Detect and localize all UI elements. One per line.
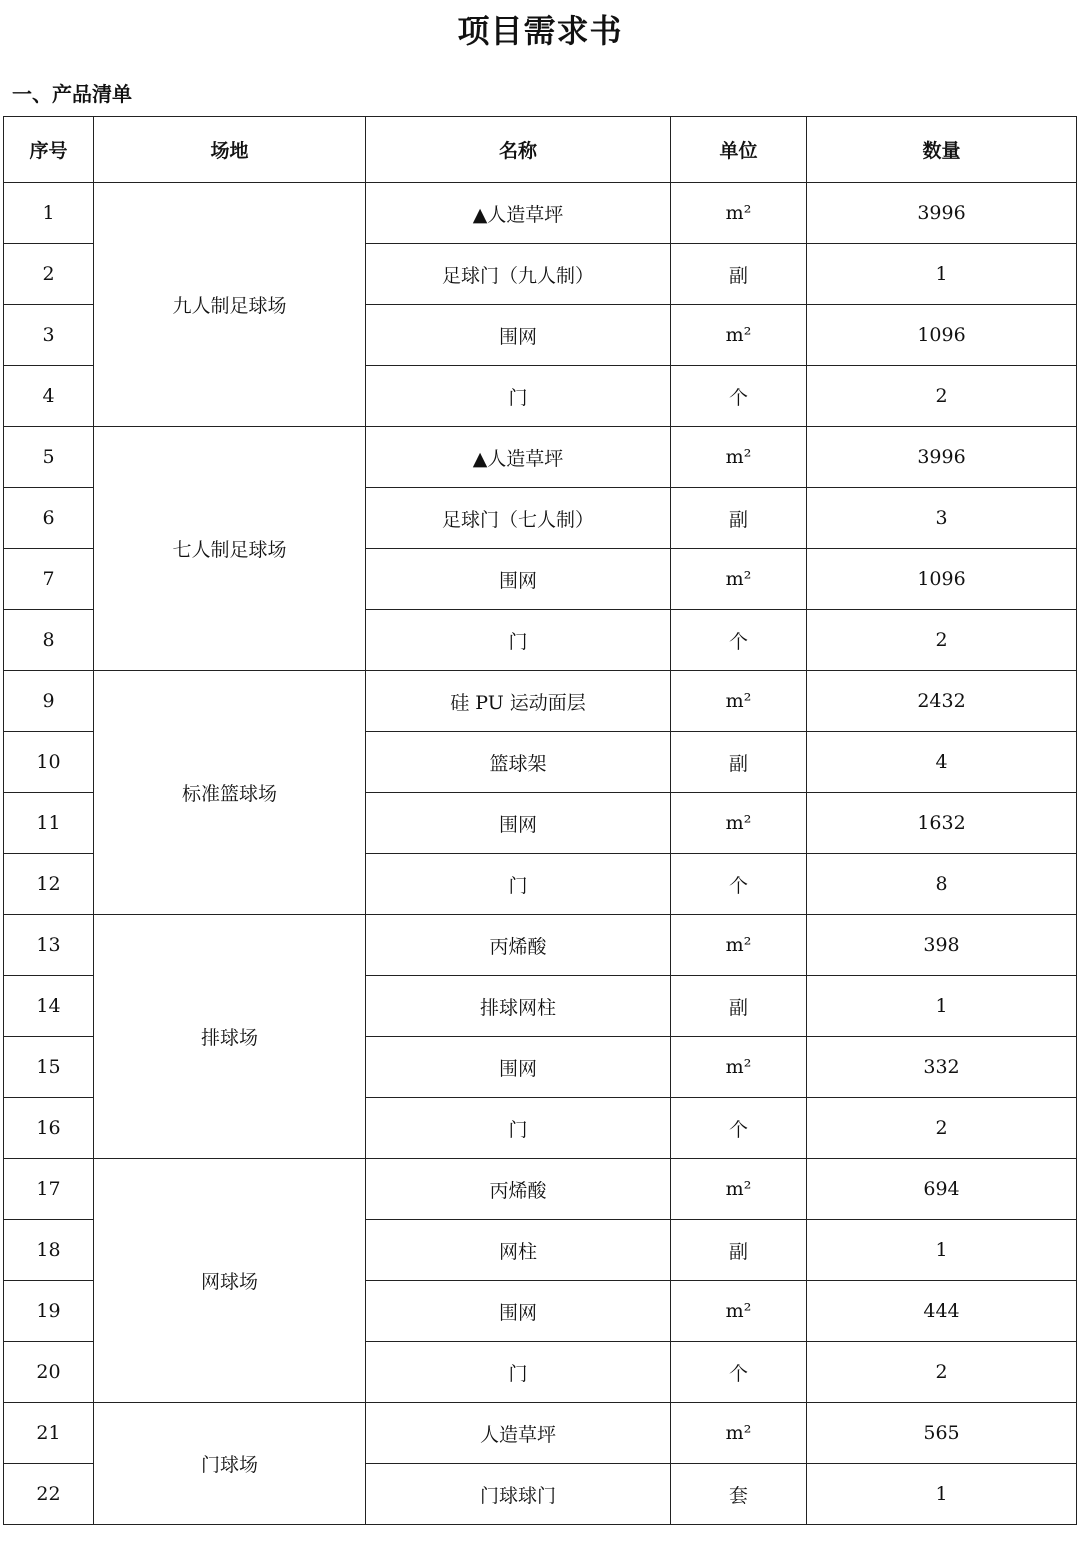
col-header-venue: 场地 [94,117,366,183]
col-header-unit: 单位 [671,117,807,183]
cell-unit: m² [671,915,807,976]
cell-unit: m² [671,1281,807,1342]
cell-no: 19 [4,1281,94,1342]
cell-venue: 门球场 [94,1403,366,1525]
cell-name: 篮球架 [366,732,671,793]
cell-no: 15 [4,1037,94,1098]
col-header-no: 序号 [4,117,94,183]
cell-name: 门球球门 [366,1464,671,1525]
cell-name: 门 [366,1098,671,1159]
cell-name: 足球门（七人制） [366,488,671,549]
cell-qty: 444 [807,1281,1077,1342]
cell-unit: m² [671,549,807,610]
table-row [4,671,1077,732]
table-row [4,183,1077,244]
cell-qty: 1096 [807,549,1077,610]
cell-name: 排球网柱 [366,976,671,1037]
cell-qty: 1096 [807,305,1077,366]
cell-qty: 565 [807,1403,1077,1464]
cell-no: 6 [4,488,94,549]
cell-name: 围网 [366,305,671,366]
cell-qty: 1632 [807,793,1077,854]
cell-qty: 8 [807,854,1077,915]
cell-name: ▲人造草坪 [366,183,671,244]
cell-name: 硅 PU 运动面层 [366,671,671,732]
cell-name: 门 [366,854,671,915]
cell-qty: 1 [807,976,1077,1037]
cell-unit: 副 [671,488,807,549]
table-row [4,915,1077,976]
cell-qty: 2 [807,610,1077,671]
cell-no: 2 [4,244,94,305]
cell-venue: 网球场 [94,1159,366,1403]
cell-qty: 2 [807,1342,1077,1403]
cell-name: ▲人造草坪 [366,427,671,488]
cell-unit: m² [671,793,807,854]
cell-qty: 4 [807,732,1077,793]
cell-unit: 个 [671,1098,807,1159]
cell-name: 网柱 [366,1220,671,1281]
cell-unit: 个 [671,854,807,915]
cell-name: 门 [366,1342,671,1403]
cell-qty: 1 [807,244,1077,305]
cell-unit: 个 [671,1342,807,1403]
cell-qty: 694 [807,1159,1077,1220]
cell-qty: 3 [807,488,1077,549]
cell-qty: 398 [807,915,1077,976]
cell-no: 8 [4,610,94,671]
cell-name: 门 [366,610,671,671]
cell-unit: m² [671,1159,807,1220]
cell-unit: m² [671,305,807,366]
cell-no: 14 [4,976,94,1037]
cell-no: 9 [4,671,94,732]
cell-no: 10 [4,732,94,793]
cell-no: 12 [4,854,94,915]
cell-qty: 1 [807,1464,1077,1525]
cell-unit: 副 [671,976,807,1037]
cell-name: 人造草坪 [366,1403,671,1464]
cell-no: 11 [4,793,94,854]
product-table [3,116,1077,1525]
table-body [4,183,1077,1525]
cell-unit: 副 [671,1220,807,1281]
cell-unit: m² [671,183,807,244]
cell-unit: 套 [671,1464,807,1525]
table-row [4,1403,1077,1464]
col-header-name: 名称 [366,117,671,183]
cell-name: 围网 [366,549,671,610]
cell-venue: 九人制足球场 [94,183,366,427]
cell-qty: 2 [807,366,1077,427]
cell-unit: m² [671,427,807,488]
cell-unit: m² [671,1037,807,1098]
table-row [4,1159,1077,1220]
cell-unit: m² [671,1403,807,1464]
cell-no: 13 [4,915,94,976]
cell-unit: 副 [671,732,807,793]
document-title: 项目需求书 [457,12,623,50]
cell-name: 围网 [366,1037,671,1098]
cell-unit: m² [671,671,807,732]
table-row [4,427,1077,488]
cell-no: 17 [4,1159,94,1220]
cell-no: 22 [4,1464,94,1525]
cell-name: 围网 [366,793,671,854]
section-heading: 一、产品清单 [12,82,132,106]
cell-no: 16 [4,1098,94,1159]
cell-no: 1 [4,183,94,244]
cell-no: 3 [4,305,94,366]
cell-venue: 七人制足球场 [94,427,366,671]
cell-name: 围网 [366,1281,671,1342]
cell-qty: 3996 [807,183,1077,244]
cell-no: 7 [4,549,94,610]
cell-no: 20 [4,1342,94,1403]
cell-qty: 332 [807,1037,1077,1098]
header-row [4,117,1077,183]
col-header-qty: 数量 [807,117,1077,183]
cell-name: 足球门（九人制） [366,244,671,305]
cell-no: 21 [4,1403,94,1464]
cell-no: 5 [4,427,94,488]
table-header [4,117,1077,183]
cell-qty: 3996 [807,427,1077,488]
cell-no: 18 [4,1220,94,1281]
cell-no: 4 [4,366,94,427]
cell-venue: 排球场 [94,915,366,1159]
cell-venue: 标准篮球场 [94,671,366,915]
cell-unit: 个 [671,610,807,671]
cell-qty: 2432 [807,671,1077,732]
cell-unit: 个 [671,366,807,427]
cell-unit: 副 [671,244,807,305]
cell-name: 丙烯酸 [366,915,671,976]
cell-name: 丙烯酸 [366,1159,671,1220]
cell-qty: 2 [807,1098,1077,1159]
cell-name: 门 [366,366,671,427]
cell-qty: 1 [807,1220,1077,1281]
